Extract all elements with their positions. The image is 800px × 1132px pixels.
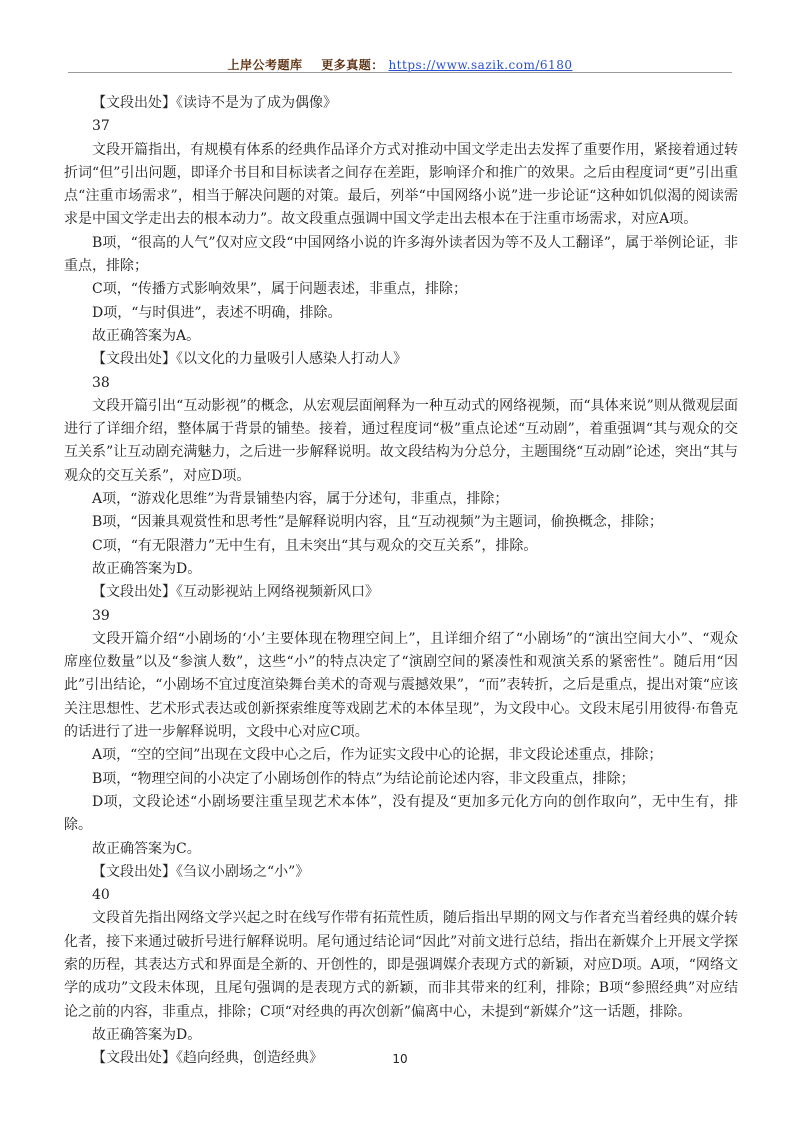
source-line: 【文段出处】《刍议小剧场之“小”》 — [92, 863, 310, 880]
paragraph: A项，“游戏化思维”为背景铺垫内容，属于分述句，非重点，排除； — [92, 491, 509, 508]
paragraph: B项，“物理空间的小决定了小剧场创作的特点”为结论前论述内容，非文段重点，排除； — [92, 770, 635, 787]
question-number: 38 — [92, 374, 110, 391]
paragraph: C项，“有无限潜力”无中生有，且未突出“其与观众的交互关系”，排除。 — [92, 537, 538, 554]
paragraph: B项，“因兼具观赏性和思考性”是解释说明内容，且“互动视频”为主题词，偷换概念，排除； — [92, 514, 663, 531]
answer-line: 故正确答案为D。 — [92, 1026, 202, 1043]
paragraph: 文段首先指出网络文学兴起之时在线写作带有拓荒性质，随后指出早期的网文与作者充当着经典的媒介转化者，接下来通过破折号进行解释说明。尾句通过结论词“因此”对前文进行总结，指出在新媒介上开展文学探索的历程，其表达方式和界面是全新的、开创性的，即是强调媒介表现方式的新颖，对应D项。A项，“网络文学的成功”文段未体现，且尾句强调的是表现方式的新颖，而非其带来的红利，排除；B项“参照经典”对应结论之前的内容，非重点，排除；C项“对经典的再次创新”偏离中心，未提到“新媒介”这一话题，排除。 — [64, 910, 738, 1020]
answer-line: 故正确答案为D。 — [92, 560, 202, 577]
answer-line: 故正确答案为A。 — [92, 327, 201, 344]
question-number: 39 — [92, 607, 110, 624]
source-line: 【文段出处】《趋向经典，创造经典》 — [92, 1050, 323, 1067]
paragraph: D项，文段论述“小剧场要注重呈现艺术本体”，没有提及“更加多元化方向的创作取向”，无中生有，排除。 — [64, 793, 738, 834]
paragraph: A项，“空的空间”出现在文段中心之后，作为证实文段中心的论据，非文段论述重点，排除； — [92, 747, 663, 764]
source-line: 【文段出处】《以文化的力量吸引人感染人打动人》 — [92, 351, 407, 368]
document-body — [64, 92, 738, 1070]
header-divider — [68, 72, 732, 73]
question-number: 37 — [92, 118, 110, 135]
paragraph: 文段开篇指出，有规模有体系的经典作品译介方式对推动中国文学走出去发挥了重要作用，紧接着通过转折词“但”引出问题，即译介书目和目标读者之间存在差距，影响译介和推广的效果。之后由程度词“更”引出重点“注重市场需求”，相当于解决问题的对策。最后，列举“中国网络小说”进一步论证“这种如饥似渴的阅读需求是中国文学走出去的根本动力”。故文段重点强调中国文学走出去根本在于注重市场需求，对应A项。 — [64, 141, 738, 228]
question-number: 40 — [92, 887, 110, 904]
header-site-name: 上岸公考题库 — [227, 58, 303, 72]
header-link[interactable]: https://www.sazik.com/6180 — [388, 58, 573, 72]
paragraph: D项，“与时俱进”，表述不明确，排除。 — [92, 304, 342, 321]
page-header — [0, 56, 800, 73]
paragraph: 【文段出处】《读诗不是为了成为偶像》 — [92, 95, 337, 111]
page-number: 10 — [392, 1052, 408, 1066]
source-line: 【文段出处】《互动影视站上网络视频新风口》 — [92, 584, 379, 601]
paragraph: C项，“传播方式影响效果”，属于问题表述，非重点，排除； — [92, 281, 468, 298]
answer-line: 故正确答案为C。 — [92, 840, 201, 857]
header-label: 更多真题： — [321, 58, 384, 72]
paragraph: 文段开篇引出“互动影视”的概念，从宏观层面阐释为一种互动式的网络视频，而“具体来说”则从微观层面进行了详细介绍，整体属于背景的铺垫。接着，通过程度词“极”重点论述“互动剧”，着重强调“其与观众的交互关系”让互动剧充满魅力，之后进一步解释说明。故文段结构为分总分，主题围绕“互动剧”论述，突出“其与观众的交互关系”，对应D项。 — [64, 397, 738, 484]
paragraph: 文段开篇介绍“小剧场的‘小’主要体现在物理空间上”，且详细介绍了“小剧场”的“演出空间大小”、“观众席座位数量”以及“参演人数”，这些“小”的特点决定了“演剧空间的紧凑性和观演关系的紧密性”。随后用“因此”引出结论，“小剧场不宜过度渲染舞台美术的奇观与震撼效果”，“而”表转折，之后是重点，提出对策“应该关注思想性、艺术形式表达或创新探索维度等戏剧艺术的本体呈现”，为文段中心。文段末尾引用彼得·布鲁克的话进行了进一步解释说明，文段中心对应C项。 — [64, 630, 738, 741]
paragraph: B项，“很高的人气”仅对应文段“中国网络小说的许多海外读者因为等不及人工翻译”，属于举例论证，非重点，排除； — [64, 234, 738, 275]
